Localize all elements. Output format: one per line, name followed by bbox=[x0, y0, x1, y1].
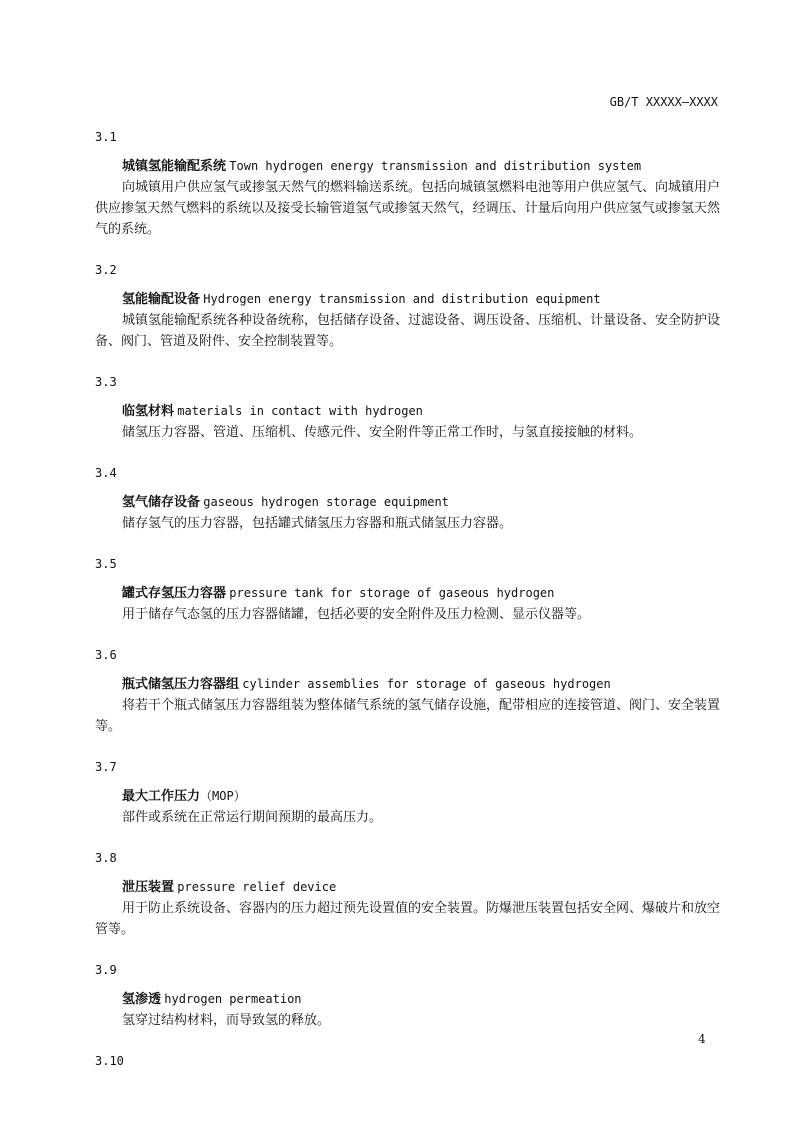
term-title bbox=[95, 674, 720, 695]
term-number: 3.6 bbox=[95, 648, 117, 662]
term-title bbox=[95, 786, 720, 807]
term-definition: 用于储存气态氢的压力容器储罐，包括必要的安全附件及压力检测、显示仪器等。 bbox=[122, 607, 591, 622]
term-zh: 罐式存氢压力容器 bbox=[122, 586, 227, 601]
term-title bbox=[95, 289, 720, 310]
term-title bbox=[95, 401, 720, 422]
term-title bbox=[95, 492, 720, 513]
term-entry-3-5 bbox=[95, 554, 720, 625]
term-number-3-10: 3.10 bbox=[95, 1054, 124, 1068]
term-definition: 部件或系统在正常运行期间预期的最高压力。 bbox=[122, 810, 383, 825]
term-en: pressure relief device bbox=[177, 880, 337, 894]
term-en: gaseous hydrogen storage equipment bbox=[203, 495, 449, 509]
term-zh: 氢气储存设备 bbox=[122, 495, 201, 510]
term-entry-3-7 bbox=[95, 757, 720, 828]
term-en: materials in contact with hydrogen bbox=[177, 404, 423, 418]
term-definition: 城镇氢能输配系统各种设备统称，包括储存设备、过滤设备、调压设备、压缩机、计量设备、安全防护设备、阀门、管道及附件、安全控制装置等。 bbox=[95, 313, 721, 349]
terms-section bbox=[95, 127, 720, 1071]
term-title bbox=[95, 877, 720, 898]
term-zh: 临氢材料 bbox=[122, 404, 175, 419]
term-number: 3.8 bbox=[95, 851, 117, 865]
term-zh: 泄压装置 bbox=[122, 880, 175, 895]
term-number: 3.4 bbox=[95, 466, 117, 480]
term-definition: 储存氢气的压力容器，包括罐式储氢压力容器和瓶式储氢压力容器。 bbox=[122, 516, 513, 531]
term-en: Hydrogen energy transmission and distribution equipment bbox=[203, 292, 601, 306]
term-number: 3.3 bbox=[95, 375, 117, 389]
term-entry-3-1 bbox=[95, 127, 720, 240]
term-zh: 瓶式储氢压力容器组 bbox=[122, 677, 240, 692]
term-number: 3.5 bbox=[95, 557, 117, 571]
term-definition: 氢穿过结构材料，而导致氢的释放。 bbox=[122, 1013, 331, 1028]
term-definition: 储氢压力容器、管道、压缩机、传感元件、安全附件等正常工作时，与氢直接接触的材料。 bbox=[122, 425, 643, 440]
term-zh: 氢渗透 bbox=[122, 992, 162, 1007]
term-en: hydrogen permeation bbox=[164, 992, 302, 1006]
term-entry-3-8 bbox=[95, 848, 720, 940]
term-number: 3.2 bbox=[95, 263, 117, 277]
term-zh: 城镇氢能输配系统 bbox=[122, 159, 227, 174]
term-en: （MOP） bbox=[200, 789, 246, 803]
page-number: 4 bbox=[698, 1032, 706, 1046]
term-number: 3.1 bbox=[95, 130, 117, 144]
term-definition: 用于防止系统设备、容器内的压力超过预先设置值的安全装置。防爆泄压装置包括安全网、爆破片和放空管等。 bbox=[95, 901, 721, 937]
term-zh: 氢能输配设备 bbox=[122, 292, 201, 307]
term-title bbox=[95, 156, 720, 177]
term-entry-3-2 bbox=[95, 260, 720, 352]
term-definition: 将若干个瓶式储氢压力容器组装为整体储气系统的氢气储存设施，配带相应的连接管道、阀门、安全装置等。 bbox=[95, 698, 721, 734]
term-definition: 向城镇用户供应氢气或掺氢天然气的燃料输送系统。包括向城镇氢燃料电池等用户供应氢气、向城镇用户供应掺氢天然气燃料的系统以及接受长输管道氢气或掺氢天然气，经调压、计量后向用户供应氢气或掺氢天然气的系统。 bbox=[95, 180, 721, 237]
term-en: Town hydrogen energy transmission and distribution system bbox=[229, 159, 642, 173]
term-number: 3.9 bbox=[95, 963, 117, 977]
term-title bbox=[95, 989, 720, 1010]
term-title bbox=[95, 583, 720, 604]
term-entry-3-9 bbox=[95, 960, 720, 1031]
term-entry-3-4 bbox=[95, 463, 720, 534]
term-entry-3-6 bbox=[95, 645, 720, 737]
term-en: pressure tank for storage of gaseous hydrogen bbox=[229, 586, 555, 600]
term-entry-3-3 bbox=[95, 372, 720, 443]
term-number: 3.7 bbox=[95, 760, 117, 774]
term-zh: 最大工作压力 bbox=[122, 789, 201, 804]
document-code-header: GB/T XXXXX—XXXX bbox=[609, 95, 718, 109]
term-en: cylinder assemblies for storage of gaseous hydrogen bbox=[242, 677, 611, 691]
